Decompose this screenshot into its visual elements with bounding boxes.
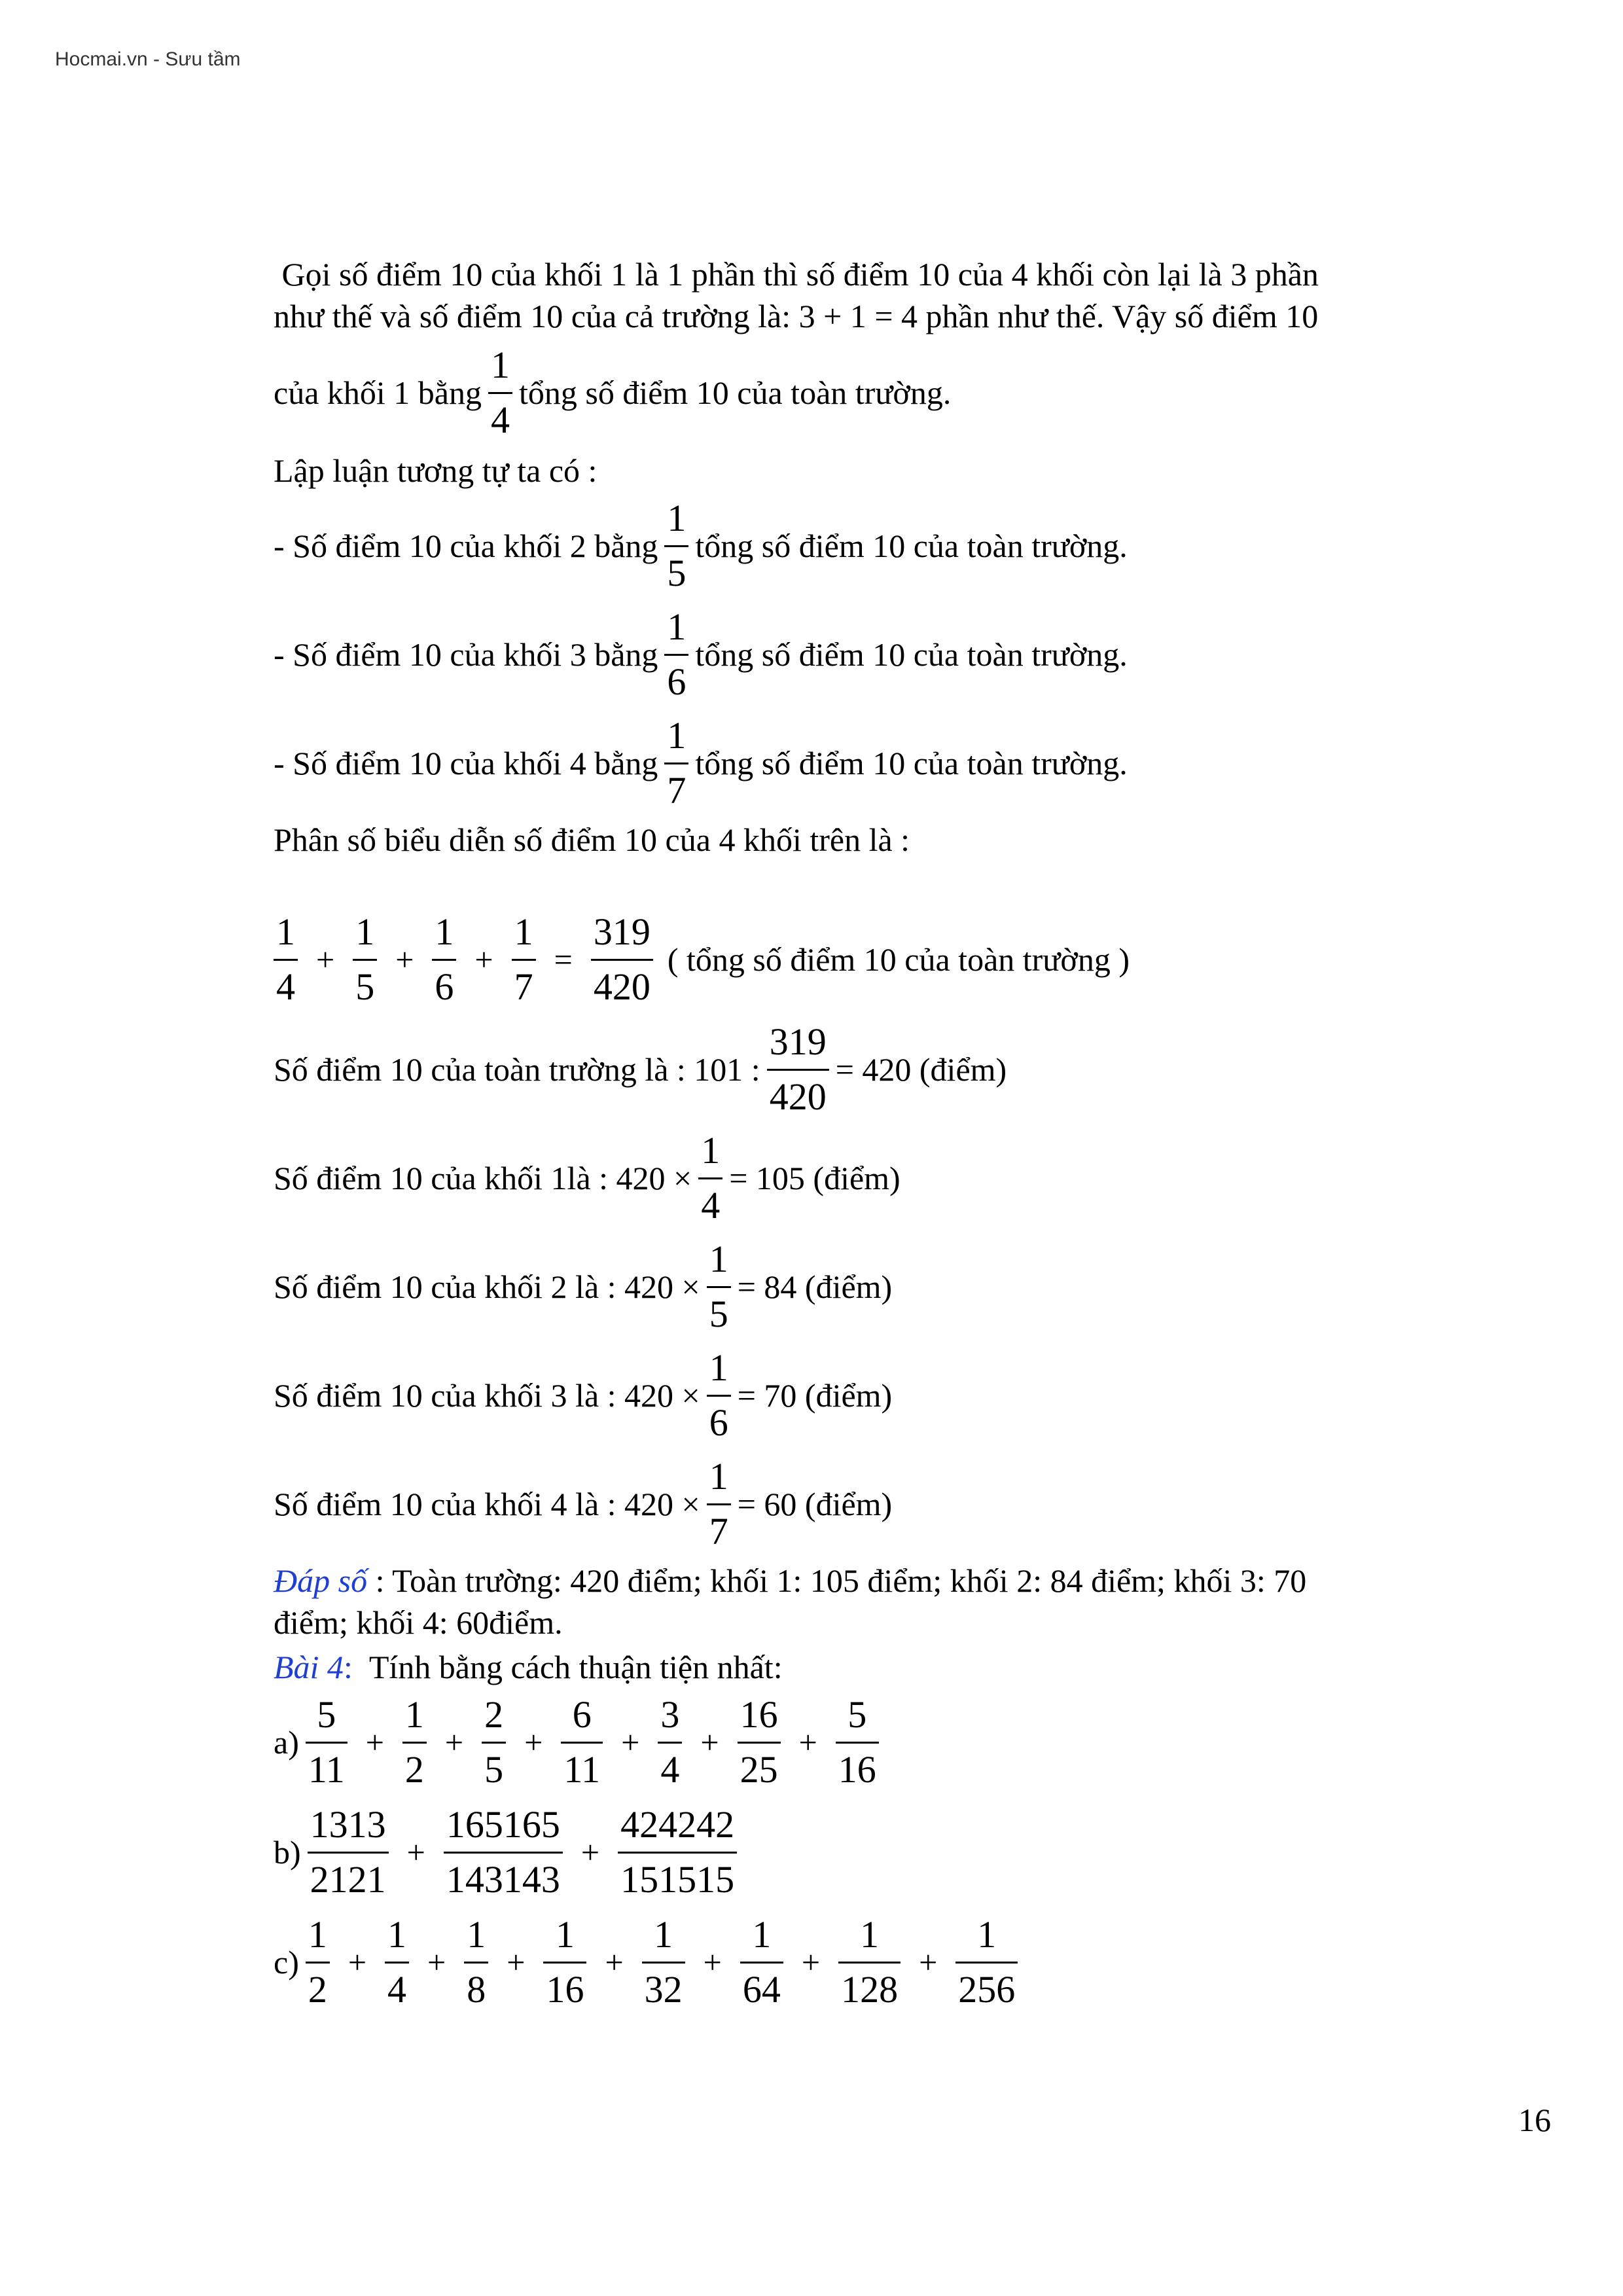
fraction: $\frac{3}{4}$ (658, 1695, 682, 1790)
fraction-one-quarter: $\frac{1}{4}$ (488, 346, 512, 440)
fraction: $\frac{1}{128}$ (838, 1915, 901, 2010)
sum-equation: $\frac{1}{4}$ + $\frac{1}{5}$ + $\frac{1}{6}$ + $\frac{1}{7}$ = $\frac{319}{420}$ ( tổng số điểm 10 của toàn trường ) (267, 912, 1130, 1007)
fraction: $\frac{1}{7}$ (707, 1457, 731, 1552)
grade-3-line: Số điểm 10 của khối 3 là : 420 × $\frac{1}{6}$ = 70 (điểm) (274, 1346, 893, 1444)
fraction: $\frac{1}{2}$ (306, 1915, 330, 2010)
reasoning-item-grade-4: - Số điểm 10 của khối 4 bằng $\frac{1}{7}$ tổng số điểm 10 của toàn trường. (274, 714, 1128, 812)
intro-line-2: như thế và số điểm 10 của cả trường là: 3 + 1 = 4 phần như thế. Vậy số điểm 10 (274, 298, 1319, 334)
page-number: 16 (1518, 2102, 1551, 2138)
exercise-label: Bài 4 (274, 1649, 344, 1685)
reasoning-item-grade-3: - Số điểm 10 của khối 3 bằng $\frac{1}{6}$ tổng số điểm 10 của toàn trường. (274, 605, 1128, 703)
exercise-part-a: a) $\frac{5}{11}$ + $\frac{1}{2}$ + $\frac{2}{5}$ + $\frac{6}{11}$ + $\frac{3}{4}$ + $\frac{16}{25}$ + $\frac{5}{16}$ (274, 1695, 885, 1790)
answer-line-1: Đáp số : Toàn trường: 420 điểm; khối 1: 105 điểm; khối 2: 84 điểm; khối 3: 70 (274, 1562, 1307, 1599)
fraction: $\frac{1}{64}$ (740, 1915, 783, 2010)
grade-1-line: Số điểm 10 của khối 1là : 420 × $\frac{1}{4}$ = 105 (điểm) (274, 1129, 901, 1227)
school-total-line: Số điểm 10 của toàn trường là : 101 : $\frac{319}{420}$ = 420 (điểm) (274, 1020, 1007, 1118)
reasoning-item-grade-2: - Số điểm 10 của khối 2 bằng $\frac{1}{5}$ tổng số điểm 10 của toàn trường. (274, 497, 1128, 594)
fraction: $\frac{319}{420}$ (767, 1022, 829, 1117)
grade-4-line: Số điểm 10 của khối 4 là : 420 × $\frac{1}{7}$ = 60 (điểm) (274, 1455, 893, 1552)
fraction: $\frac{1}{5}$ (664, 499, 688, 594)
fraction: $\frac{1}{2}$ (402, 1695, 427, 1790)
fraction: $\frac{1}{5}$ (353, 912, 377, 1007)
fraction: $\frac{1313}{2121}$ (308, 1805, 389, 1900)
fraction: $\frac{165165}{143143}$ (444, 1805, 563, 1900)
fraction: $\frac{16}{25}$ (738, 1695, 781, 1790)
intro-line-1: Gọi số điểm 10 của khối 1 là 1 phần thì số điểm 10 của 4 khối còn lại là 3 phần (281, 256, 1319, 293)
fraction: $\frac{1}{7}$ (512, 912, 536, 1007)
intro-line-3: của khối 1 bằng $\frac{1}{4}$ tổng số điểm 10 của toàn trường. (274, 344, 952, 441)
reasoning-lead: Lập luận tương tự ta có : (274, 452, 597, 489)
fraction: $\frac{1}{32}$ (642, 1915, 685, 2010)
fraction-intro: Phân số biểu diễn số điểm 10 của 4 khối trên là : (274, 821, 910, 858)
answer-label: Đáp số (274, 1562, 368, 1599)
fraction: $\frac{1}{5}$ (707, 1240, 731, 1335)
exercise-part-c: c) $\frac{1}{2}$ + $\frac{1}{4}$ + $\frac{1}{8}$ + $\frac{1}{16}$ + $\frac{1}{32}$ + $\frac{1}{64}$ + $\frac{1}{128}$ + $\frac{1}{256}$ (274, 1915, 1024, 2010)
grade-2-line: Số điểm 10 của khối 2 là : 420 × $\frac{1}{5}$ = 84 (điểm) (274, 1238, 893, 1335)
answer-line-2: điểm; khối 4: 60điểm. (274, 1604, 563, 1641)
fraction: $\frac{1}{4}$ (698, 1131, 722, 1226)
fraction: $\frac{1}{6}$ (432, 912, 456, 1007)
fraction: $\frac{424242}{151515}$ (618, 1805, 737, 1900)
fraction-result: $\frac{319}{420}$ (591, 912, 653, 1007)
fraction: $\frac{1}{6}$ (664, 607, 688, 702)
fraction: $\frac{5}{16}$ (836, 1695, 879, 1790)
fraction: $\frac{1}{7}$ (664, 716, 688, 811)
fraction: $\frac{1}{4}$ (385, 1915, 409, 2010)
fraction: $\frac{6}{11}$ (561, 1695, 603, 1790)
fraction: $\frac{2}{5}$ (482, 1695, 506, 1790)
fraction: $\frac{1}{8}$ (464, 1915, 488, 2010)
fraction: $\frac{5}{11}$ (306, 1695, 348, 1790)
fraction: $\frac{1}{256}$ (955, 1915, 1018, 2010)
fraction: $\frac{1}{6}$ (707, 1348, 731, 1443)
source-header: Hocmai.vn - Sưu tầm (55, 48, 241, 70)
fraction: $\frac{1}{16}$ (543, 1915, 586, 2010)
exercise-heading: Bài 4: Tính bằng cách thuận tiện nhất: (274, 1649, 783, 1685)
exercise-part-b: b) $\frac{1313}{2121}$ + $\frac{165165}{143143}$ + $\frac{424242}{151515}$ (274, 1805, 743, 1900)
fraction: $\frac{1}{4}$ (274, 912, 298, 1007)
